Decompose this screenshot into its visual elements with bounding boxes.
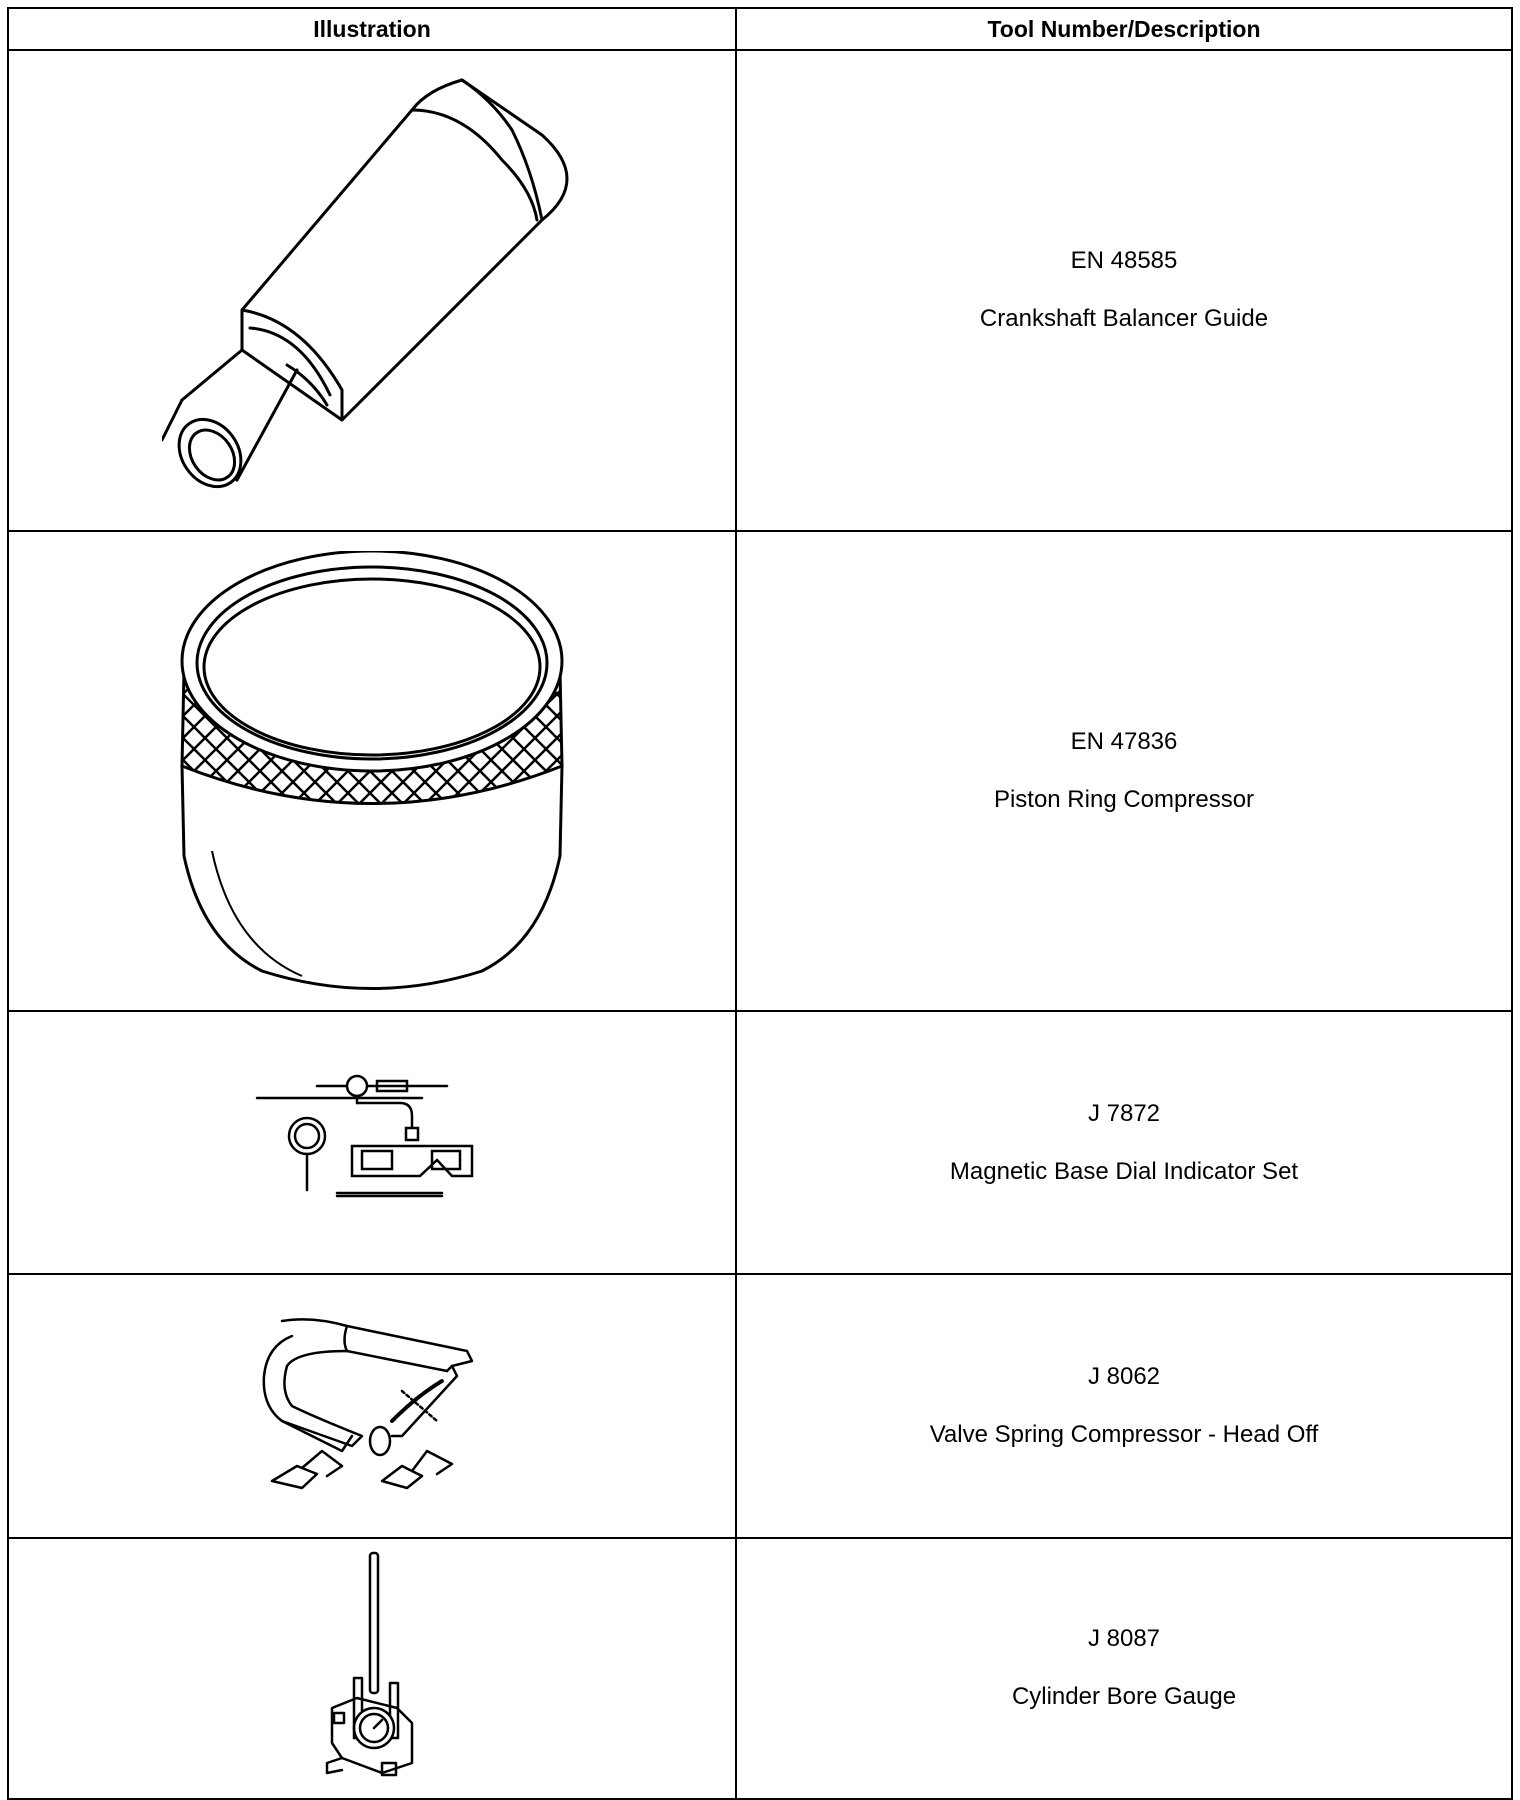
table-row [8, 1011, 1512, 1274]
description-cell [736, 531, 1512, 1012]
illustration-cell [8, 1538, 736, 1799]
tool-number: J 7872 [1087, 1099, 1161, 1127]
tool-description: Cylinder Bore Gauge [1011, 1683, 1237, 1711]
tool-description: Crankshaft Balancer Guide [979, 305, 1269, 333]
bore-gauge-illustration [312, 1548, 432, 1788]
header-row [8, 8, 1512, 50]
table-row [8, 531, 1512, 1012]
tool-description: Magnetic Base Dial Indicator Set [949, 1157, 1299, 1185]
table-row [8, 1274, 1512, 1537]
tool-description: Valve Spring Compressor - Head Off [929, 1421, 1319, 1449]
illustration-cell [8, 531, 736, 1012]
table-row [8, 50, 1512, 531]
header-illustration: Illustration [8, 8, 736, 50]
valve-spring-compressor-illustration [252, 1306, 492, 1506]
balancer-guide-illustration [162, 70, 582, 510]
description-cell [736, 1538, 1512, 1799]
description-cell [736, 1274, 1512, 1537]
tool-number: J 8087 [1087, 1625, 1161, 1653]
description-cell [736, 50, 1512, 531]
description-cell [736, 1011, 1512, 1274]
ring-compressor-illustration [172, 551, 572, 991]
illustration-cell [8, 50, 736, 531]
illustration-cell [8, 1274, 736, 1537]
tool-description: Piston Ring Compressor [993, 785, 1255, 813]
table-row [8, 1538, 1512, 1799]
tool-number: EN 48585 [1070, 247, 1178, 275]
illustration-cell [8, 1011, 736, 1274]
header-tool-description: Tool Number/Description [736, 8, 1512, 50]
special-tools-table [7, 7, 1513, 1800]
tool-number: EN 47836 [1070, 727, 1178, 755]
tool-number: J 8062 [1087, 1363, 1161, 1391]
dial-indicator-illustration [252, 1068, 492, 1218]
